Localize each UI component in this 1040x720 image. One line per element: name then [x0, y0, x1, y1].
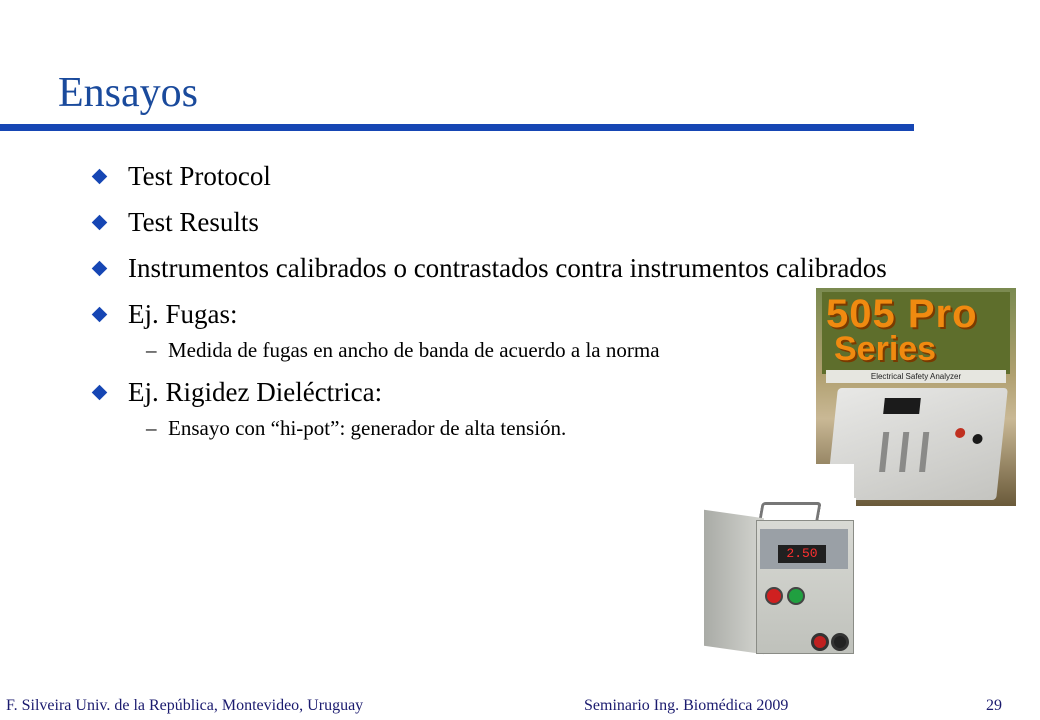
- footer-event: Seminario Ing. Biomédica 2009: [584, 697, 789, 714]
- hipot-tester-photo: [696, 498, 856, 658]
- analyzer-subtitle: Electrical Safety Analyzer: [826, 370, 1006, 383]
- sub-bullet-item: [94, 415, 914, 441]
- tester-output-jack: [811, 633, 829, 651]
- analyzer-brand-line1: 505 Pro: [826, 292, 978, 336]
- tester-reset-button: [765, 587, 783, 605]
- slide-footer: [0, 692, 1040, 720]
- bullet-item: [94, 298, 914, 331]
- dash-bullet: –: [146, 338, 157, 362]
- tester-front-panel: [756, 520, 854, 654]
- sub-bullet-item: [94, 337, 914, 363]
- analyzer-slider: [879, 432, 889, 472]
- footer-author: F. Silveira Univ. de la República, Montevideo, Uruguay: [6, 697, 364, 714]
- sub-bullet-text: Ensayo con “hi-pot”: generador de alta tensión.: [168, 416, 567, 440]
- analyzer-slider: [919, 432, 929, 472]
- bullet-item: [94, 252, 918, 285]
- tester-display-panel: [760, 529, 848, 569]
- safety-analyzer-photo: [816, 288, 1016, 506]
- bullet-text: Ej. Fugas:: [128, 299, 238, 329]
- analyzer-slider: [899, 432, 909, 472]
- bullet-item: [94, 376, 914, 409]
- bullet-text: Test Protocol: [128, 161, 271, 191]
- bullet-text: Test Results: [128, 207, 259, 237]
- analyzer-brand-line2: Series: [834, 330, 937, 368]
- diamond-bullet-icon: [92, 261, 108, 277]
- analyzer-knob: [955, 428, 966, 438]
- bullet-text: Instrumentos calibrados o contrastados contra instrumentos calibrados: [128, 253, 887, 283]
- tester-handle: [758, 502, 821, 521]
- dash-bullet: –: [146, 416, 157, 440]
- diamond-bullet-icon: [92, 385, 108, 401]
- bullet-list: [94, 160, 914, 441]
- bullet-item: [94, 206, 914, 239]
- bullet-text: Ej. Rigidez Dieléctrica:: [128, 377, 383, 407]
- tester-test-button: [787, 587, 805, 605]
- tester-readout: 2.50: [778, 545, 826, 563]
- tester-return-jack: [831, 633, 849, 651]
- title-underline: [0, 124, 914, 131]
- bullet-item: [94, 160, 914, 193]
- tester-side: [704, 510, 764, 654]
- analyzer-knob: [972, 434, 983, 444]
- analyzer-display: [883, 398, 921, 414]
- sub-bullet-text: Medida de fugas en ancho de banda de acuerdo a la norma: [168, 338, 660, 362]
- diamond-bullet-icon: [92, 307, 108, 323]
- diamond-bullet-icon: [92, 169, 108, 185]
- diamond-bullet-icon: [92, 215, 108, 231]
- slide-title: Ensayos: [58, 70, 198, 116]
- page-number: 29: [986, 697, 1002, 714]
